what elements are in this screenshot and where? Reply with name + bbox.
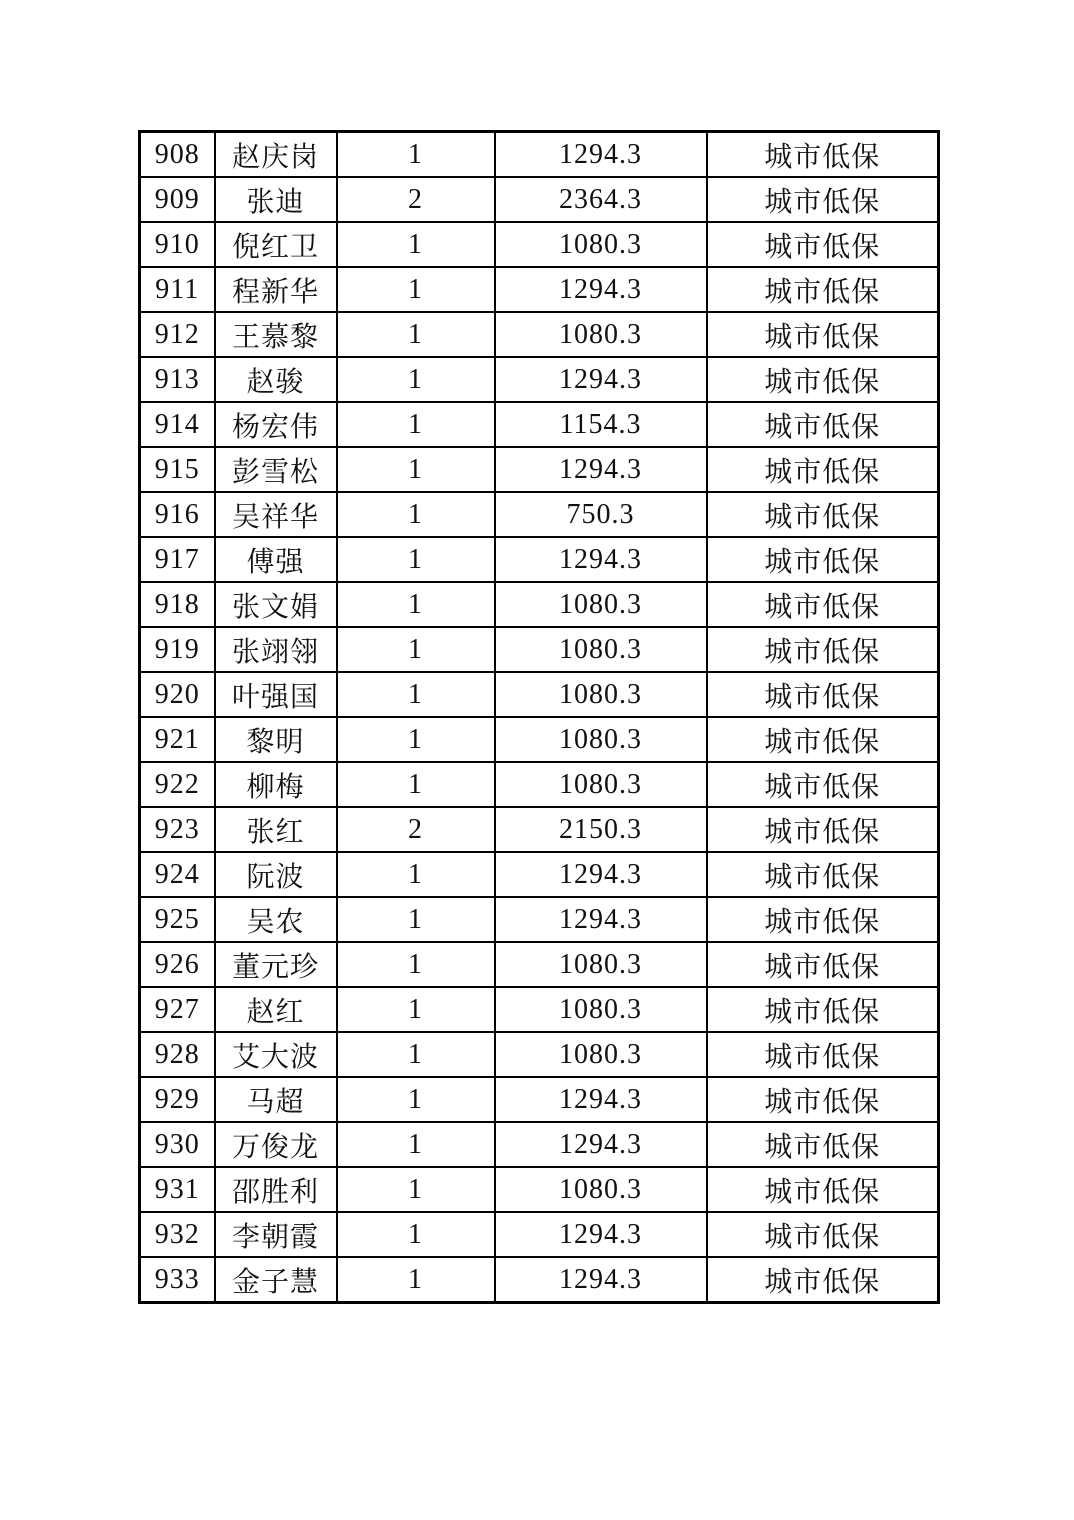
cell-serial: 915 (140, 447, 215, 492)
cell-count: 1 (337, 312, 495, 357)
cell-category: 城市低保 (707, 717, 939, 762)
cell-amount: 1294.3 (495, 447, 707, 492)
cell-category: 城市低保 (707, 852, 939, 897)
cell-category: 城市低保 (707, 897, 939, 942)
table-row (140, 132, 939, 178)
cell-category: 城市低保 (707, 762, 939, 807)
cell-category: 城市低保 (707, 1257, 939, 1303)
table-row (140, 402, 939, 447)
table-row (140, 942, 939, 987)
cell-name: 赵骏 (215, 357, 337, 402)
table-row (140, 1167, 939, 1212)
cell-name: 阮波 (215, 852, 337, 897)
cell-count: 2 (337, 177, 495, 222)
cell-amount: 1294.3 (495, 897, 707, 942)
cell-category: 城市低保 (707, 1212, 939, 1257)
cell-name: 董元珍 (215, 942, 337, 987)
cell-count: 1 (337, 132, 495, 178)
table-row (140, 627, 939, 672)
cell-category: 城市低保 (707, 312, 939, 357)
table-row (140, 582, 939, 627)
table-row (140, 1077, 939, 1122)
cell-serial: 926 (140, 942, 215, 987)
cell-name: 黎明 (215, 717, 337, 762)
cell-amount: 1080.3 (495, 942, 707, 987)
cell-serial: 913 (140, 357, 215, 402)
cell-count: 2 (337, 807, 495, 852)
table-row (140, 762, 939, 807)
cell-name: 倪红卫 (215, 222, 337, 267)
cell-amount: 1080.3 (495, 627, 707, 672)
cell-serial: 933 (140, 1257, 215, 1303)
cell-count: 1 (337, 402, 495, 447)
cell-category: 城市低保 (707, 942, 939, 987)
document-page-table-region (138, 130, 940, 1304)
cell-count: 1 (337, 942, 495, 987)
cell-count: 1 (337, 717, 495, 762)
cell-amount: 1294.3 (495, 267, 707, 312)
cell-amount: 1080.3 (495, 582, 707, 627)
benefits-table (138, 130, 940, 1304)
cell-category: 城市低保 (707, 267, 939, 312)
cell-serial: 919 (140, 627, 215, 672)
cell-count: 1 (337, 582, 495, 627)
cell-count: 1 (337, 1257, 495, 1303)
cell-serial: 908 (140, 132, 215, 178)
table-row (140, 1032, 939, 1077)
table-row (140, 447, 939, 492)
cell-name: 傅强 (215, 537, 337, 582)
cell-serial: 912 (140, 312, 215, 357)
cell-amount: 1080.3 (495, 762, 707, 807)
table-row (140, 1122, 939, 1167)
cell-serial: 909 (140, 177, 215, 222)
cell-name: 张翊翎 (215, 627, 337, 672)
cell-category: 城市低保 (707, 492, 939, 537)
cell-count: 1 (337, 852, 495, 897)
cell-category: 城市低保 (707, 132, 939, 178)
cell-category: 城市低保 (707, 987, 939, 1032)
cell-category: 城市低保 (707, 672, 939, 717)
cell-count: 1 (337, 1167, 495, 1212)
cell-serial: 932 (140, 1212, 215, 1257)
cell-amount: 1294.3 (495, 537, 707, 582)
table-row (140, 357, 939, 402)
table-row (140, 897, 939, 942)
cell-serial: 928 (140, 1032, 215, 1077)
table-row (140, 312, 939, 357)
cell-category: 城市低保 (707, 177, 939, 222)
cell-amount: 1294.3 (495, 132, 707, 178)
cell-name: 杨宏伟 (215, 402, 337, 447)
cell-count: 1 (337, 267, 495, 312)
cell-name: 李朝霞 (215, 1212, 337, 1257)
cell-amount: 1294.3 (495, 1077, 707, 1122)
cell-count: 1 (337, 1122, 495, 1167)
table-row (140, 987, 939, 1032)
cell-serial: 911 (140, 267, 215, 312)
cell-count: 1 (337, 762, 495, 807)
cell-name: 张迪 (215, 177, 337, 222)
cell-category: 城市低保 (707, 807, 939, 852)
cell-amount: 1080.3 (495, 717, 707, 762)
cell-count: 1 (337, 357, 495, 402)
table-row (140, 177, 939, 222)
cell-count: 1 (337, 987, 495, 1032)
cell-serial: 922 (140, 762, 215, 807)
cell-name: 王慕黎 (215, 312, 337, 357)
table-row (140, 1212, 939, 1257)
cell-name: 张文娟 (215, 582, 337, 627)
table-row (140, 1257, 939, 1303)
cell-amount: 1294.3 (495, 1212, 707, 1257)
cell-name: 马超 (215, 1077, 337, 1122)
cell-amount: 1294.3 (495, 852, 707, 897)
cell-count: 1 (337, 1212, 495, 1257)
cell-count: 1 (337, 627, 495, 672)
cell-category: 城市低保 (707, 1122, 939, 1167)
cell-serial: 914 (140, 402, 215, 447)
cell-name: 金子慧 (215, 1257, 337, 1303)
cell-serial: 916 (140, 492, 215, 537)
cell-serial: 929 (140, 1077, 215, 1122)
cell-serial: 927 (140, 987, 215, 1032)
cell-serial: 917 (140, 537, 215, 582)
cell-amount: 1080.3 (495, 987, 707, 1032)
cell-amount: 1294.3 (495, 1122, 707, 1167)
cell-name: 赵庆岗 (215, 132, 337, 178)
cell-amount: 1080.3 (495, 1032, 707, 1077)
cell-category: 城市低保 (707, 627, 939, 672)
cell-serial: 925 (140, 897, 215, 942)
cell-category: 城市低保 (707, 402, 939, 447)
cell-serial: 921 (140, 717, 215, 762)
cell-count: 1 (337, 447, 495, 492)
cell-amount: 2150.3 (495, 807, 707, 852)
cell-amount: 1080.3 (495, 1167, 707, 1212)
table-body (140, 132, 939, 1303)
cell-name: 吴农 (215, 897, 337, 942)
cell-amount: 1154.3 (495, 402, 707, 447)
cell-name: 张红 (215, 807, 337, 852)
table-row (140, 852, 939, 897)
cell-count: 1 (337, 492, 495, 537)
cell-serial: 923 (140, 807, 215, 852)
cell-serial: 910 (140, 222, 215, 267)
cell-name: 艾大波 (215, 1032, 337, 1077)
cell-count: 1 (337, 222, 495, 267)
cell-category: 城市低保 (707, 447, 939, 492)
cell-name: 程新华 (215, 267, 337, 312)
cell-amount: 750.3 (495, 492, 707, 537)
cell-amount: 1294.3 (495, 1257, 707, 1303)
cell-name: 万俊龙 (215, 1122, 337, 1167)
cell-category: 城市低保 (707, 357, 939, 402)
cell-serial: 931 (140, 1167, 215, 1212)
cell-name: 邵胜利 (215, 1167, 337, 1212)
cell-serial: 924 (140, 852, 215, 897)
cell-serial: 930 (140, 1122, 215, 1167)
cell-count: 1 (337, 897, 495, 942)
table-row (140, 492, 939, 537)
cell-name: 吴祥华 (215, 492, 337, 537)
cell-category: 城市低保 (707, 1077, 939, 1122)
cell-serial: 920 (140, 672, 215, 717)
cell-amount: 1080.3 (495, 222, 707, 267)
table-row (140, 807, 939, 852)
cell-category: 城市低保 (707, 537, 939, 582)
table-row (140, 267, 939, 312)
table-row (140, 537, 939, 582)
cell-serial: 918 (140, 582, 215, 627)
cell-amount: 1294.3 (495, 357, 707, 402)
cell-count: 1 (337, 1077, 495, 1122)
cell-name: 彭雪松 (215, 447, 337, 492)
cell-category: 城市低保 (707, 1032, 939, 1077)
cell-count: 1 (337, 1032, 495, 1077)
cell-category: 城市低保 (707, 222, 939, 267)
cell-amount: 1080.3 (495, 312, 707, 357)
cell-name: 叶强国 (215, 672, 337, 717)
cell-name: 柳梅 (215, 762, 337, 807)
table-row (140, 222, 939, 267)
cell-category: 城市低保 (707, 1167, 939, 1212)
cell-category: 城市低保 (707, 582, 939, 627)
table-row (140, 717, 939, 762)
cell-amount: 2364.3 (495, 177, 707, 222)
cell-count: 1 (337, 672, 495, 717)
cell-amount: 1080.3 (495, 672, 707, 717)
cell-count: 1 (337, 537, 495, 582)
cell-name: 赵红 (215, 987, 337, 1032)
table-row (140, 672, 939, 717)
